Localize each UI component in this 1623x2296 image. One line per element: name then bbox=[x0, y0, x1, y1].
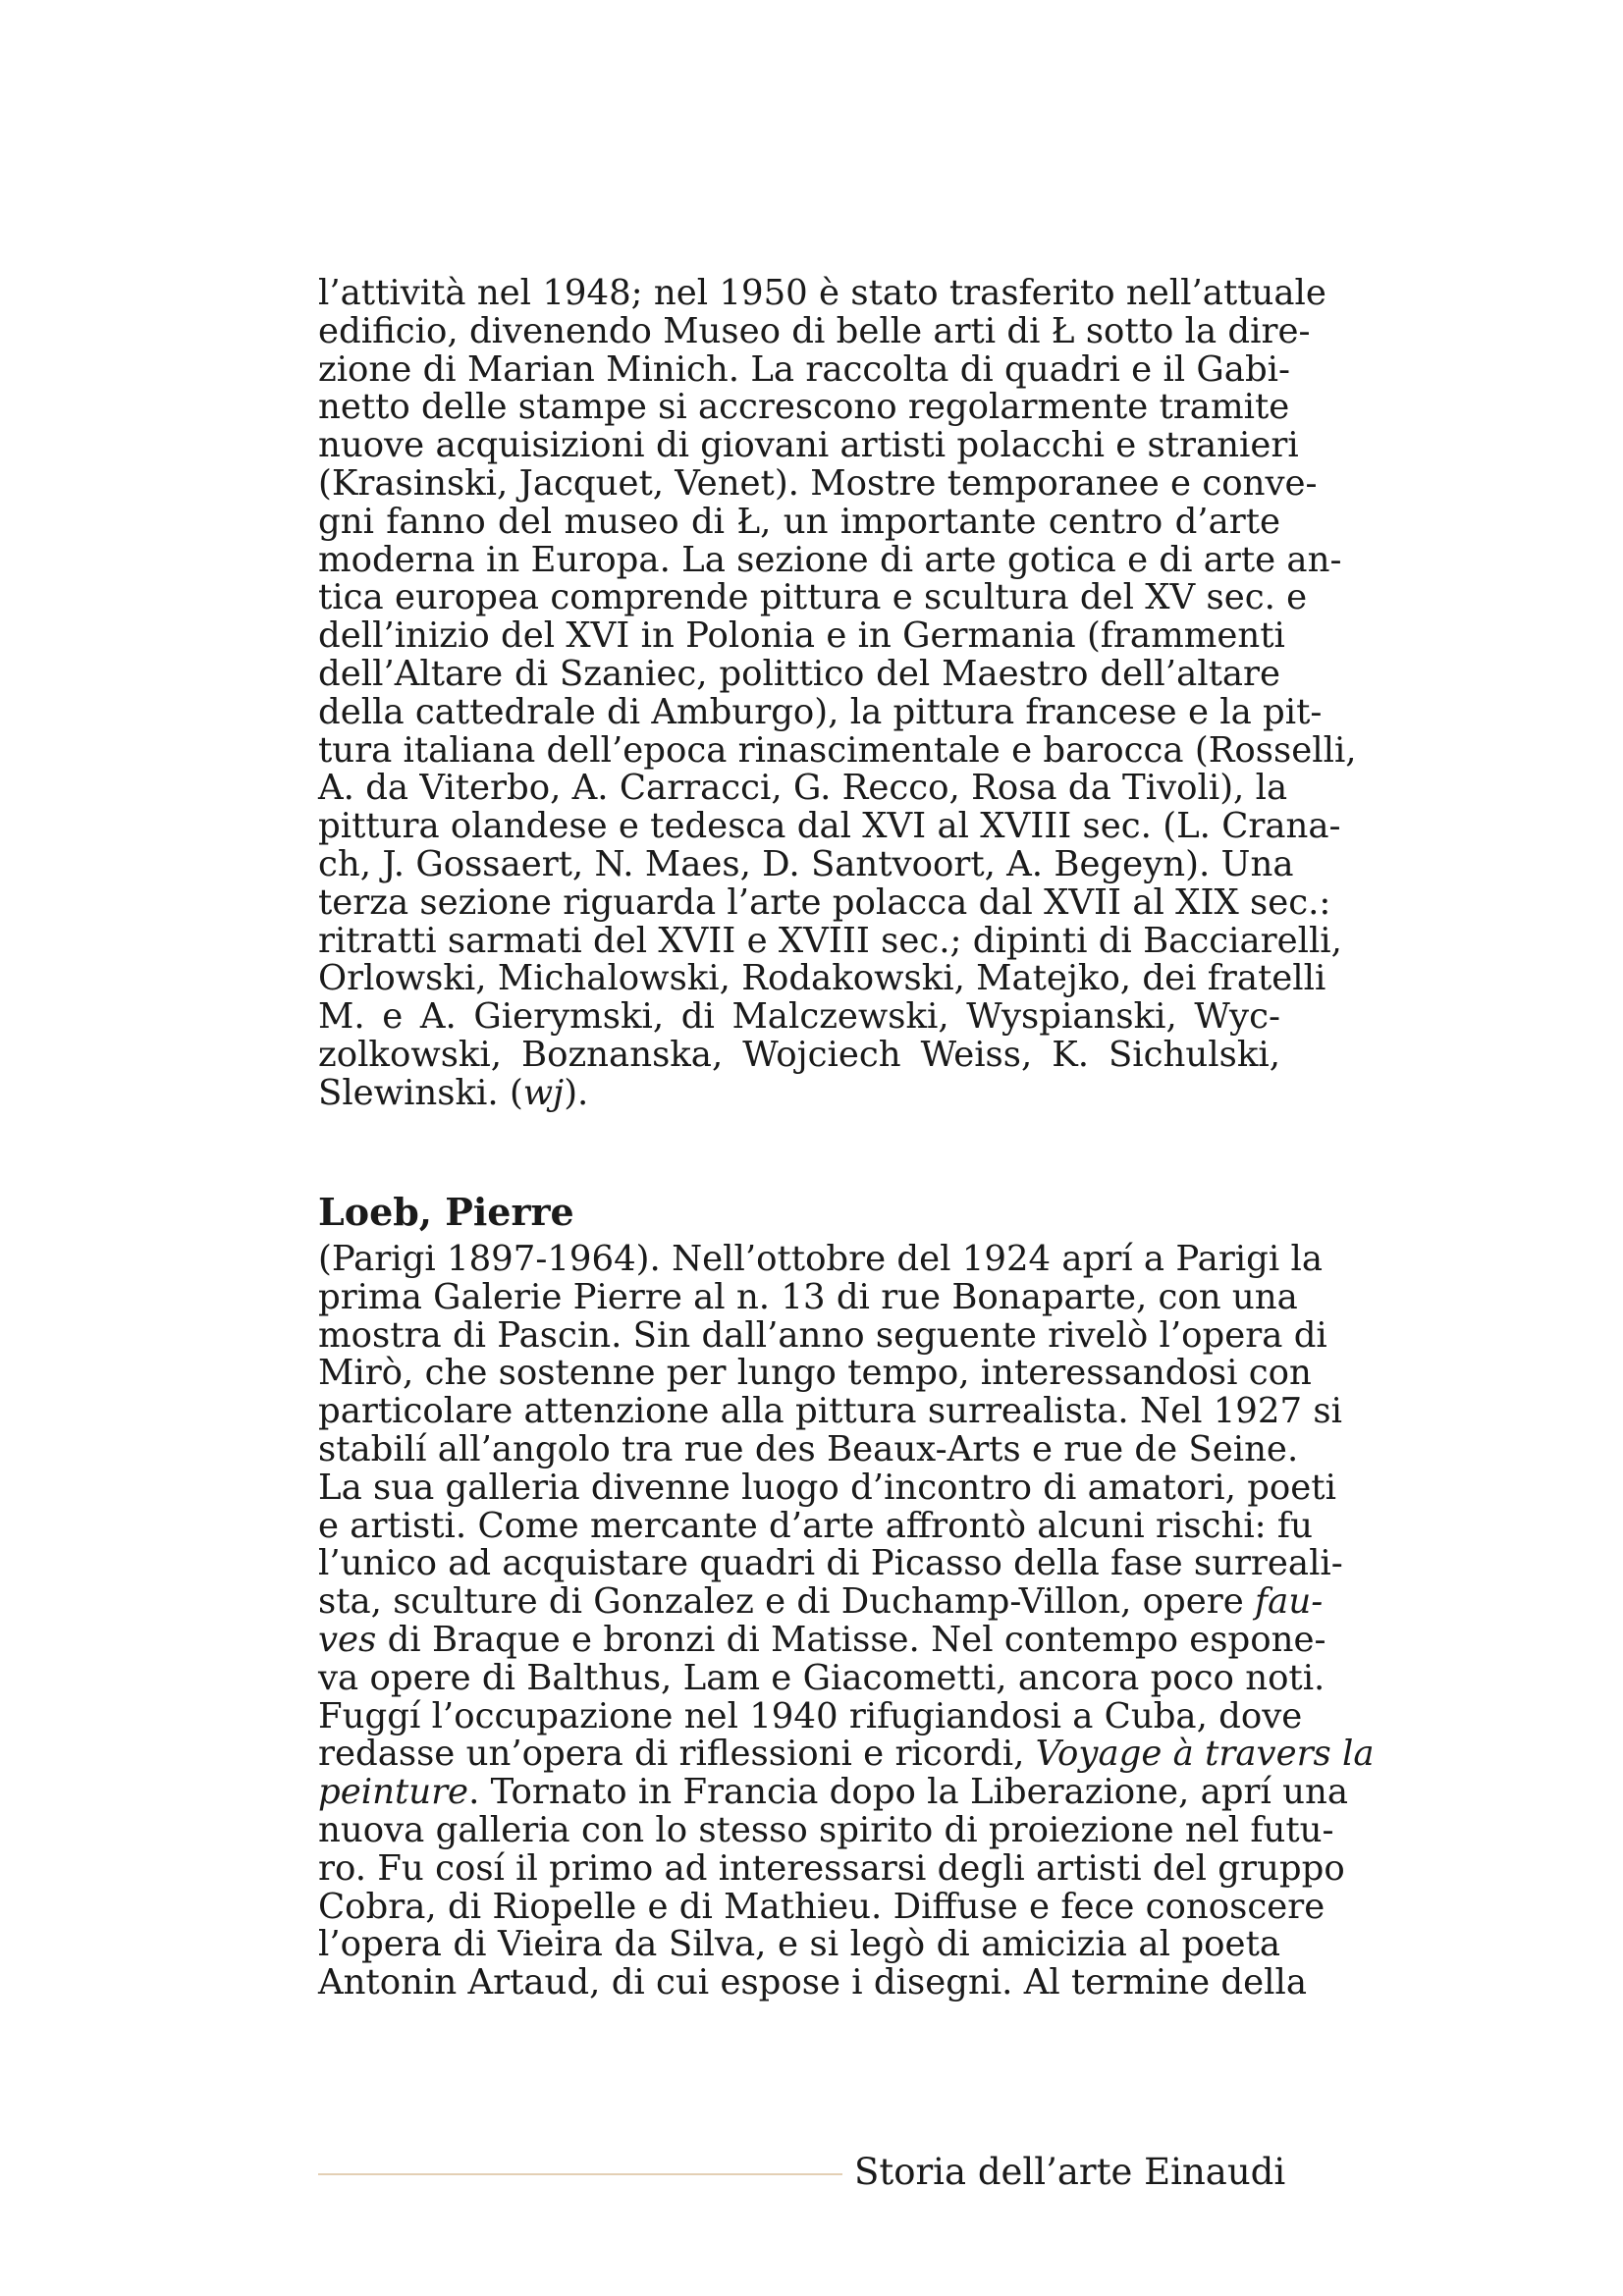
text-line: (Parigi 1897-1964). Nell’ottobre del 1924 aprí a Parigi la bbox=[318, 1239, 1324, 1279]
entry-continuation bbox=[318, 273, 1357, 1113]
text-line: netto delle stampe si accrescono regolarmente tramite bbox=[318, 387, 1290, 428]
text-line: ritratti sarmati del XVII e XVIII sec.; dipinti di Bacciarelli, bbox=[318, 920, 1342, 961]
text-line: nuova galleria con lo stesso spirito di proiezione nel futu- bbox=[318, 1809, 1334, 1850]
text-line: Mirò, che sostenne per lungo tempo, interessandosi con bbox=[318, 1353, 1312, 1394]
footer-rule bbox=[318, 2173, 842, 2175]
text-line: terza sezione riguarda l’arte polacca dal XVII al XIX sec.: bbox=[318, 881, 1331, 923]
text-line: nuove acquisizioni di giovani artisti polacchi e stranieri bbox=[318, 425, 1299, 466]
text-line: tica europea comprende pittura e scultura del XV sec. e bbox=[318, 577, 1308, 618]
text-segment: redasse un’opera di riflessioni e ricordi, bbox=[318, 1734, 1036, 1775]
text-line: l’unico ad acquistare quadri di Picasso della fase surreali- bbox=[318, 1543, 1343, 1584]
text-segment: sta, sculture di Gonzalez e di Duchamp-Villon, opere bbox=[318, 1581, 1256, 1623]
text-segment: di Braque e bronzi di Matisse. Nel contempo espone- bbox=[376, 1619, 1326, 1660]
footer-publisher-label: Storia dell’arte Einaudi bbox=[854, 2151, 1286, 2193]
text-line: Orlowski, Michalowski, Rodakowski, Matejko, dei fratelli bbox=[318, 958, 1326, 999]
text-line: ro. Fu cosí il primo ad interessarsi degli artisti del gruppo bbox=[318, 1847, 1345, 1889]
text-line: ch, J. Gossaert, N. Maes, D. Santvoort, A. Begeyn). Una bbox=[318, 843, 1294, 884]
text-line: va opere di Balthus, Lam e Giacometti, ancora poco noti. bbox=[318, 1657, 1325, 1698]
text-line: (Krasinski, Jacquet, Venet). Mostre temporanee e conve- bbox=[318, 462, 1318, 504]
text-line bbox=[318, 1581, 1324, 1623]
text-line: moderna in Europa. La sezione di arte gotica e di arte an- bbox=[318, 539, 1342, 580]
book-title: peinture bbox=[318, 1772, 469, 1813]
text-segment: Slewinski. ( bbox=[318, 1072, 523, 1113]
text-line: dell’inizio del XVI in Polonia e in Germania (frammenti bbox=[318, 615, 1285, 657]
text-line: l’opera di Vieira da Silva, e si legò di amicizia al poeta bbox=[318, 1924, 1280, 1965]
text-line: mostra di Pascin. Sin dall’anno seguente rivelò l’opera di bbox=[318, 1314, 1327, 1356]
entry-heading: Loeb, Pierre bbox=[318, 1190, 574, 1234]
text-line: edificio, divenendo Museo di belle arti di Ł sotto la dire- bbox=[318, 310, 1311, 351]
text-line: zolkowski, Boznanska, Wojciech Weiss, K. Sichulski, bbox=[318, 1034, 1280, 1075]
text-line-author bbox=[318, 1072, 1280, 1113]
text-line bbox=[318, 1734, 1375, 1775]
italic-term: ves bbox=[318, 1619, 377, 1660]
text-line: zione di Marian Minich. La raccolta di quadri e il Gabi- bbox=[318, 348, 1291, 390]
text-segment: ). bbox=[564, 1072, 589, 1113]
text-line: prima Galerie Pierre al n. 13 di rue Bonaparte, con una bbox=[318, 1276, 1298, 1317]
book-title: Voyage à travers la bbox=[1035, 1734, 1375, 1775]
text-line: Antonin Artaud, di cui espose i disegni. Al termine della bbox=[318, 1962, 1308, 2003]
text-line: Fuggí l’occupazione nel 1940 rifugiandosi a Cuba, dove bbox=[318, 1695, 1303, 1736]
text-line: pittura olandese e tedesca dal XVI al XVIII sec. (L. Crana- bbox=[318, 806, 1341, 847]
text-line bbox=[318, 1772, 1349, 1813]
text-line: A. da Viterbo, A. Carracci, G. Recco, Rosa da Tivoli), la bbox=[318, 768, 1288, 809]
author-initials: wj bbox=[522, 1072, 565, 1113]
text-line: particolare attenzione alla pittura surrealista. Nel 1927 si bbox=[318, 1391, 1342, 1432]
text-line: della cattedrale di Amburgo), la pittura francese e la pit- bbox=[318, 691, 1323, 732]
text-line: Cobra, di Riopelle e di Mathieu. Diffuse e fece conoscere bbox=[318, 1886, 1325, 1927]
text-line: e artisti. Come mercante d’arte affrontò alcuni rischi: fu bbox=[318, 1505, 1313, 1546]
text-line: tura italiana dell’epoca rinascimentale e barocca (Rosselli, bbox=[318, 729, 1357, 771]
text-line: dell’Altare di Szaniec, polittico del Maestro dell’altare bbox=[318, 653, 1280, 694]
text-line: l’attività nel 1948; nel 1950 è stato trasferito nell’attuale bbox=[318, 273, 1326, 313]
text-line: stabilí all’angolo tra rue des Beaux-Arts e rue de Seine. bbox=[318, 1428, 1299, 1469]
text-line: M. e A. Gierymski, di Malczewski, Wyspianski, Wyc- bbox=[318, 996, 1280, 1038]
text-line bbox=[318, 1619, 1326, 1660]
entry-body bbox=[318, 1239, 1375, 2003]
text-segment: . Tornato in Francia dopo la Liberazione, aprí una bbox=[468, 1772, 1349, 1813]
italic-term: fau- bbox=[1255, 1581, 1324, 1623]
text-line: La sua galleria divenne luogo d’incontro di amatori, poeti bbox=[318, 1467, 1336, 1508]
text-line: gni fanno del museo di Ł, un importante centro d’arte bbox=[318, 501, 1280, 542]
